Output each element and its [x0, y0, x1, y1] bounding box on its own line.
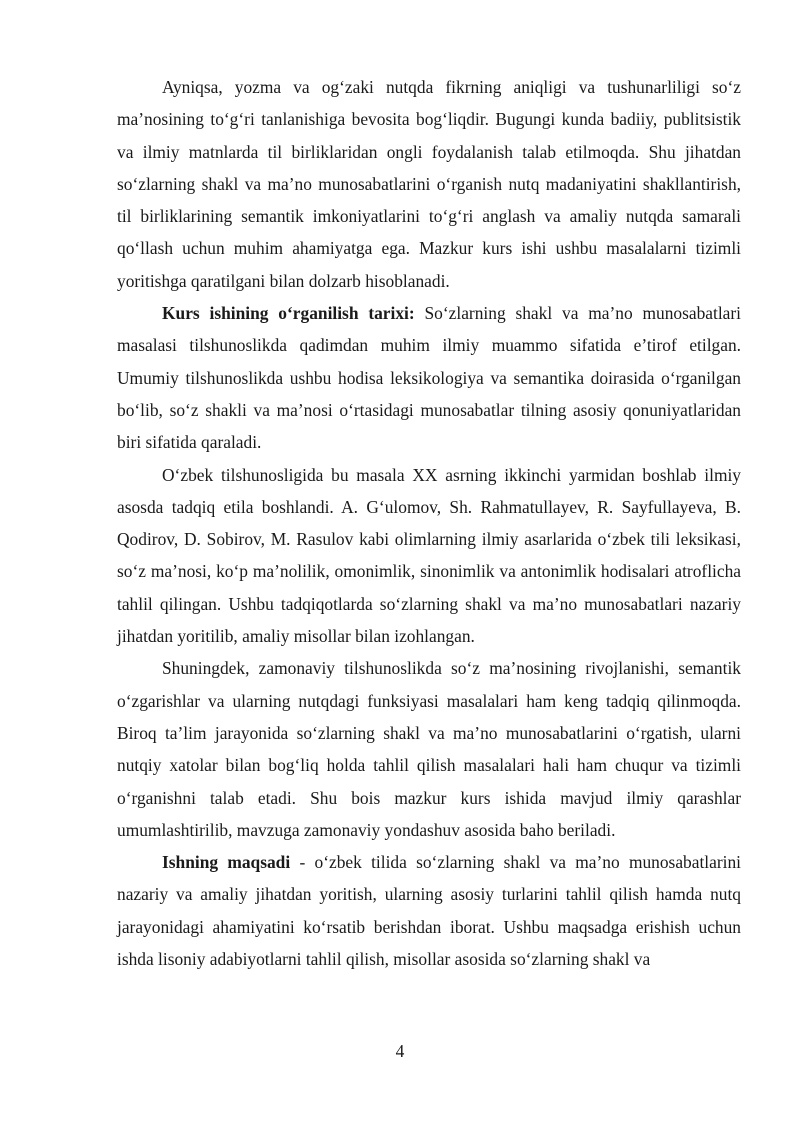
paragraph-relevance: [117, 71, 741, 297]
paragraph-text: O‘zbek tilshunosligida bu masala XX asrning ikkinchi yarmidan boshlab ilmiy asosda tadqiq etila boshlandi. A. G‘ulomov, Sh. Rahmatullayev, R. Sayfullayeva, B. Qodirov, D. Sobirov, M. Rasulov kabi olimlarning ilmiy asarlarida o‘zbek tili leksikasi, so‘z ma’nosi, ko‘p ma’nolilik, omonimlik, sinonimlik va antonimlik hodisalari atroflicha tahlil qilingan. Ushbu tadqiqotlarda so‘zlarning shakl va ma’no munosabatlari nazariy jihatdan yoritilib, amaliy misollar bilan izohlangan.: [117, 464, 741, 647]
paragraph-text: - o‘zbek tilida so‘zlarning shakl va ma’no munosabatlarini nazariy va amaliy jihatdan yoritish, ularning asosiy turlarini tahlil qilish hamda nutq jarayonidagi ahamiyatini ko‘rsatib berishdan iborat. Ushbu maqsadga erishish uchun ishda lisoniy adabiyotlarni tahlil qilish, misollar asosida so‘zlarning shakl va: [117, 852, 741, 970]
paragraph-study-history: [117, 297, 741, 458]
page-number: 4: [395, 1041, 405, 1061]
paragraph-text: So‘zlarning shakl va ma’no munosabatlari masalasi tilshunoslikda qadimdan muhim ilmiy muammo sifatida e’tirof etilgan. Umumiy tilshunoslikda ushbu hodisa leksikologiya va semantika doirasida o‘rganilgan bo‘lib, so‘z shakli va ma’nosi o‘rtasidagi munosabatlar tilning asosiy qonuniyatlaridan biri sifatida qaraladi.: [117, 303, 741, 453]
body-text: [117, 71, 741, 975]
paragraph-work-goal: [117, 846, 741, 975]
paragraph-uzbek-linguistics: [117, 459, 741, 653]
paragraph-text: Ayniqsa, yozma va og‘zaki nutqda fikrning aniqligi va tushunarliligi so‘z ma’nosining to‘g‘ri tanlanishiga bevosita bog‘liqdir. Bugungi kunda badiiy, publitsistik va ilmiy matnlarda til birliklaridan ongli foydalanish talab etilmoqda. Shu jihatdan so‘zlarning shakl va ma’no munosabatlarini o‘rganish nutq madaniyatini shakllantirish, til birliklarining semantik imkoniyatlarini to‘g‘ri anglash va amaliy nutqda samarali qo‘llash uchun muhim ahamiyatga ega. Mazkur kurs ishi ushbu masalalarni tizimli yoritishga qaratilgani bilan dolzarb hisoblanadi.: [117, 77, 741, 291]
paragraph-modern-linguistics: [117, 652, 741, 846]
paragraph-text: Shuningdek, zamonaviy tilshunoslikda so‘z ma’nosining rivojlanishi, semantik o‘zgarishlar va ularning nutqdagi funksiyasi masalalari ham keng tadqiq qilinmoqda. Biroq ta’lim jarayonida so‘zlarning shakl va ma’no munosabatlarini o‘rgatish, ularni nutqiy xatolar bilan bog‘liq holda tahlil qilish masalalari hali ham chuqur va tizimli o‘rganishni talab etadi. Shu bois mazkur kurs ishida mavjud ilmiy qarashlar umumlashtirilib, mavzuga zamonaviy yondashuv asosida baho beriladi.: [117, 658, 741, 840]
paragraph-heading: Ishning maqsadi: [162, 852, 291, 873]
paragraph-heading: Kurs ishining o‘rganilish tarixi:: [162, 303, 415, 324]
